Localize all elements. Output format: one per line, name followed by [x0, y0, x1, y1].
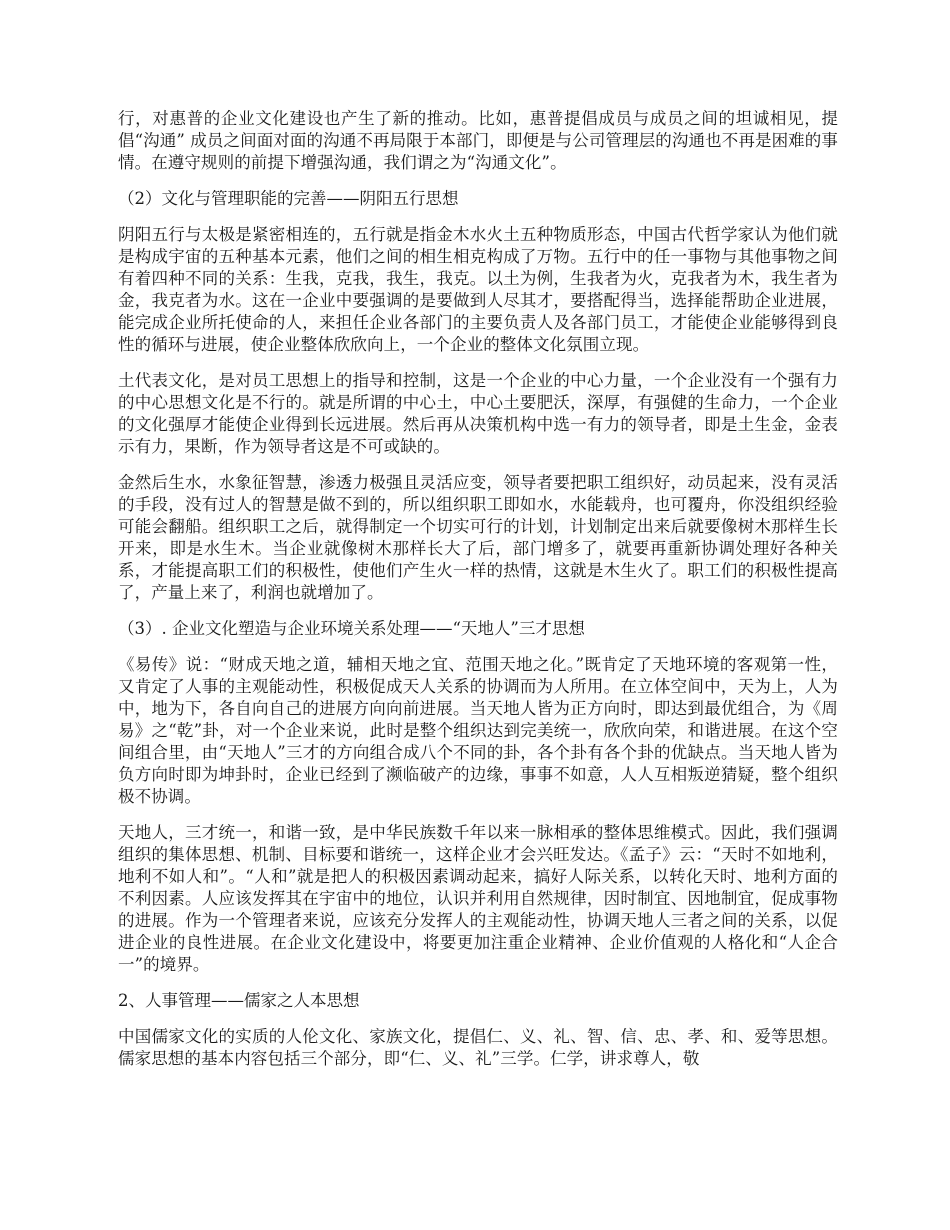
paragraph-confucian: 中国儒家文化的实质的人伦文化、家族文化，提倡仁、义、礼、智、信、忠、孝、和、爱等思想。儒家思想的基本内容包括三个部分，即“仁、义、礼”三学。仁学，讲求尊人，敬 [118, 1027, 838, 1068]
section-heading-tiandiren: （3）. 企业文化塑造与企业环境关系处理——“天地人”三才思想 [118, 619, 585, 638]
section-heading-yinyang: （2）文化与管理职能的完善——阴阳五行思想 [118, 189, 459, 208]
paragraph-hp-communication: 行，对惠普的企业文化建设也产生了新的推动。比如，惠普提倡成员与成员之间的坦诚相见，提倡“沟通” 成员之间面对面的沟通不再局限于本部门，即便是与公司管理层的沟通也不再是困难的事情。在遵守规则的前提下增强沟通，我们谓之为“沟通文化”。 [118, 109, 838, 172]
document-page [118, 108, 838, 1084]
paragraph-five-elements: 阴阳五行与太极是紧密相连的，五行就是指金木水火土五种物质形态，中国古代哲学家认为他们就是构成宇宙的五种基本元素，他们之间的相生相克构成了万物。五行中的任一事物与其他事物之间有着四种不同的关系：生我，克我，我生，我克。以土为例，生我者为火，克我者为木，我生者为金，我克者为水。这在一企业中要强调的是要做到人尽其才，要搭配得当，选择能帮助企业进展，能完成企业所托使命的人，来担任企业各部门的主要负责人及各部门员工，才能使企业能够得到良性的循环与进展，使企业整体欣欣向上，一个企业的整体文化氛围立现。 [118, 225, 838, 354]
paragraph-yizhuan: 《易传》说：“财成天地之道，辅相天地之宜、范围天地之化。”既肯定了天地环境的客观第一性，又肯定了人事的主观能动性，积极促成天人关系的协调而为人所用。在立体空间中，天为上，人为中，地为下，各自向自己的进展方向向前进展。当天地人皆为正方向时，即达到最优组合，为《周易》之“乾”卦，对一个企业来说，此时是整个组织达到完美统一，欣欣向荣，和谐进展。在这个空间组合里，由“天地人”三才的方向组合成八个不同的卦，各个卦有各个卦的优缺点。当天地人皆为负方向时即为坤卦时，企业已经到了濒临破产的边缘，事事不如意，人人互相叛逆猜疑，整个组织极不协调。 [118, 655, 838, 806]
paragraph-earth-culture: 土代表文化，是对员工思想上的指导和控制，这是一个企业的中心力量，一个企业没有一个强有力的中心思想文化是不行的。就是所谓的中心土，中心土要肥沃，深厚，有强健的生命力，一个企业的文化强厚才能使企业得到长远进展。然后再从决策机构中选一有力的领导者，即是土生金，金表示有力，果断，作为领导者这是不可或缺的。 [118, 371, 838, 456]
paragraph-three-talents: 天地人，三才统一，和谐一致，是中华民族数千年以来一脉相承的整体思维模式。因此，我们强调组织的集体思想、机制、目标要和谐统一，这样企业才会兴旺发达。《孟子》云：“天时不如地利，地利不如人和”。“人和”就是把人的积极因素调动起来，搞好人际关系，以转化天时、地利方面的不利因素。人应该发挥其在宇宙中的地位，认识并利用自然规律，因时制宜、因地制宜，促成事物的进展。作为一个管理者来说，应该充分发挥人的主观能动性，协调天地人三者之间的关系，以促进企业的良性进展。在企业文化建设中，将要更加注重企业精神、企业价值观的人格化和“人企合一”的境界。 [118, 823, 838, 974]
paragraph-metal-water: 金然后生水，水象征智慧，渗透力极强且灵活应变，领导者要把职工组织好，动员起来，没有灵活的手段，没有过人的智慧是做不到的，所以组织职工即如水，水能载舟，也可覆舟，你没组织经验可能会翻船。组织职工之后，就得制定一个切实可行的计划，计划制定出来后就要像树木那样生长开来，即是水生木。当企业就像树木那样长大了后，部门增多了，就要再重新协调处理好各种关系，才能提高职工们的积极性，使他们产生火一样的热情，这就是木生火了。职工们的积极性提高了，产量上来了，利润也就增加了。 [118, 473, 838, 602]
section-heading-personnel: 2、人事管理——儒家之人本思想 [118, 991, 360, 1010]
